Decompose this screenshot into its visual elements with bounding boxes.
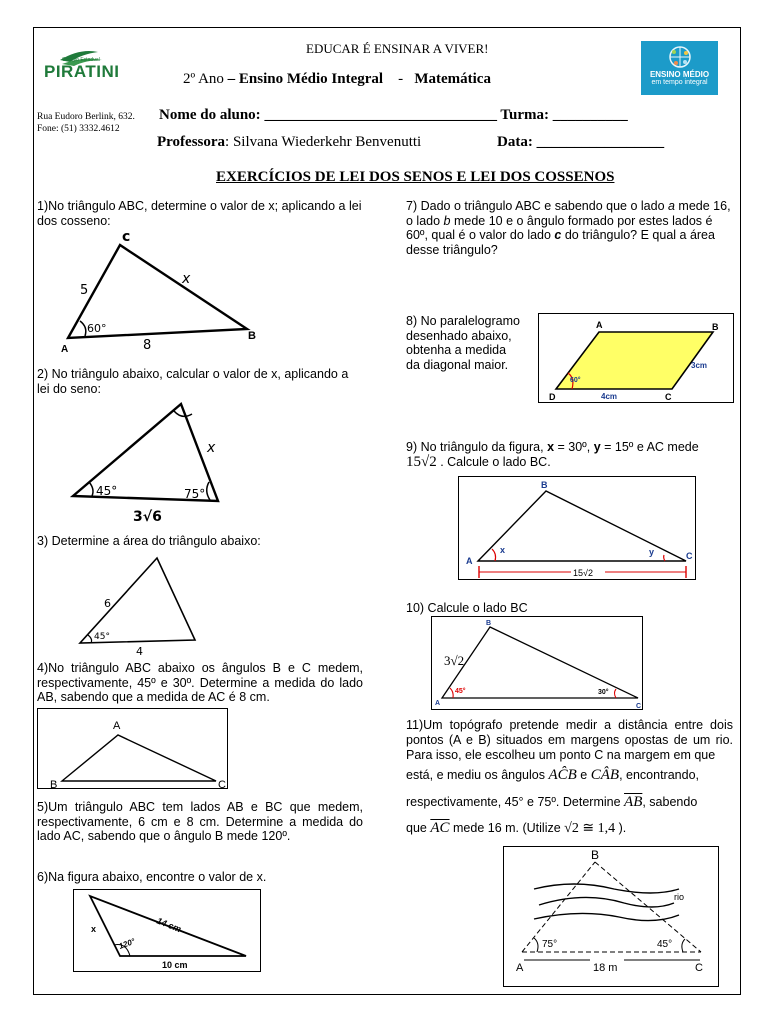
q3-triangle bbox=[80, 558, 195, 643]
q10-arc-c bbox=[615, 689, 617, 698]
q10-angle-1: 45° bbox=[455, 688, 466, 695]
q2-base: 3√6 bbox=[133, 509, 162, 524]
date-blank[interactable]: _________________ bbox=[536, 134, 665, 150]
q9-label-x: x bbox=[500, 545, 506, 555]
q4-box bbox=[37, 708, 228, 789]
date-row bbox=[497, 134, 664, 151]
q6-text: 6)Na figura abaixo, encontre o valor de x. bbox=[37, 870, 267, 884]
q8-text bbox=[406, 314, 520, 372]
q9-triangle bbox=[478, 491, 686, 561]
q9-text: 9) No triângulo da figura, x = 30º, y = 15º e AC mede 15√2 . Calcule o lado BC. bbox=[406, 440, 699, 470]
q11-line2a: está, e mediu os ângulos bbox=[406, 768, 545, 782]
q3-side: 6 bbox=[104, 597, 111, 610]
q11-angle-1: 75° bbox=[542, 939, 558, 950]
q1-text: 1)No triângulo ABC, determine o valor de x; aplicando a lei dos cosseno: bbox=[37, 199, 362, 228]
q11-seg2: $\overline{AC}$ bbox=[430, 820, 450, 836]
q11-line2c: , encontrando, bbox=[619, 768, 699, 782]
q11-river-top bbox=[534, 884, 679, 893]
q8-side: 3cm bbox=[691, 361, 708, 370]
subject: Matemática bbox=[414, 71, 491, 87]
q11-box bbox=[503, 846, 719, 987]
q10-label-b: B bbox=[486, 620, 492, 627]
q11-line3b: , sabendo bbox=[642, 795, 698, 809]
q3-figure bbox=[74, 552, 204, 656]
q2-angle-2: 75° bbox=[184, 487, 206, 501]
q11-label-b: B bbox=[591, 848, 600, 862]
class-blank[interactable]: __________ bbox=[552, 107, 628, 123]
q11-line4a: que bbox=[406, 821, 427, 835]
badge-line2: em tempo integral bbox=[651, 79, 708, 86]
q4-triangle bbox=[62, 735, 216, 781]
motto: EDUCAR É ENSINAR A VIVER! bbox=[306, 41, 489, 56]
q6-box bbox=[73, 889, 261, 972]
q3-base: 4 bbox=[136, 645, 143, 656]
q7-text: 7) Dado o triângulo ABC e sabendo que o lado a mede 16, o lado b mede 10 e o ângulo formado por estes lados é 60º, qual é o valor do lado c do triângulo? E qual a área desse triângulo? bbox=[406, 199, 731, 257]
q1-label-c: c bbox=[122, 229, 131, 245]
q11-label-c: C bbox=[695, 962, 703, 974]
q2-right-arc bbox=[207, 482, 210, 500]
q11-line1: 11)Um topógrafo pretende medir a distância entre dois pontos (A e B) situados em margens opostas de um rio. Para isso, ele escolheu um ponto C na margem em que bbox=[406, 718, 733, 762]
class-label: Turma: bbox=[500, 107, 550, 123]
q5-text: 5)Um triângulo ABC tem lados AB e BC que medem, respectivamente, 6 cm e 8 cm. Determine a medida do lado AC, sabendo que o ângulo B mede 120º. bbox=[37, 800, 363, 844]
q11-text bbox=[406, 718, 733, 762]
q11-line2b: e bbox=[580, 768, 588, 782]
q11-line4b: mede 16 m. (Utilize bbox=[453, 821, 561, 835]
q3-angle-arc bbox=[88, 635, 92, 643]
q9-arc-y bbox=[664, 555, 665, 561]
teacher-name: : Silvana Wiederkehr Benvenutti bbox=[225, 134, 422, 150]
grade: 2º Ano bbox=[183, 71, 224, 87]
q8-label-c: C bbox=[665, 392, 672, 402]
q8-label-a: A bbox=[596, 320, 603, 330]
q11-label-a: A bbox=[516, 962, 524, 974]
q4-figure bbox=[38, 709, 227, 788]
q1-label-a: A bbox=[61, 344, 69, 355]
q8-base: 4cm bbox=[601, 392, 618, 401]
q11-arc-c bbox=[682, 939, 685, 952]
date-label: Data: bbox=[497, 134, 533, 150]
q8-angle: 60° bbox=[570, 377, 581, 384]
q10-label-c: C bbox=[636, 703, 642, 709]
q10-text: 10) Calcule o lado BC bbox=[406, 601, 528, 615]
q1-side-ab: 8 bbox=[143, 338, 152, 353]
q10-triangle bbox=[442, 627, 638, 698]
ensino-medio-badge bbox=[641, 41, 718, 95]
badge-line1: ENSINO MÉDIO bbox=[649, 70, 710, 79]
q2-figure bbox=[66, 396, 241, 524]
q8-figure bbox=[539, 314, 733, 402]
q8-line2: desenhado abaixo, bbox=[406, 328, 512, 343]
q11-angle1: AĈB bbox=[548, 767, 577, 783]
course: Ensino Médio Integral bbox=[238, 71, 384, 87]
q11-arc-a bbox=[534, 938, 538, 952]
student-blank[interactable]: _______________________________ bbox=[264, 107, 497, 123]
q9-label-y: y bbox=[649, 547, 655, 557]
q8-label-b: B bbox=[712, 322, 719, 332]
q9-measure: 15√2 bbox=[573, 568, 593, 578]
q6-figure bbox=[74, 890, 260, 971]
q6-label-x: x bbox=[91, 924, 97, 934]
q11-line3a: respectivamente, 45° e 75º. Determine bbox=[406, 795, 621, 809]
dash2: - bbox=[398, 71, 404, 87]
q11-figure bbox=[504, 847, 718, 986]
q10-label-a: A bbox=[435, 700, 441, 707]
q9-value: 15√2 bbox=[406, 453, 437, 470]
q1-angle: 60° bbox=[87, 322, 107, 335]
phone: Fone: (51) 3332.4612 bbox=[37, 124, 120, 134]
student-row bbox=[159, 107, 628, 124]
q1-side-cb: x bbox=[182, 271, 191, 287]
page-title: EXERCÍCIOS DE LEI DOS SENOS E LEI DOS COSSENOS bbox=[216, 169, 615, 185]
q10-figure bbox=[432, 617, 642, 709]
student-label: Nome do aluno: bbox=[159, 107, 261, 123]
q11-angle-2: 45° bbox=[657, 939, 673, 950]
q6-hyp: 14 cm bbox=[155, 915, 183, 935]
q10-box bbox=[431, 616, 643, 710]
dash1: – bbox=[227, 71, 236, 87]
q2-left-arc bbox=[89, 482, 93, 496]
q10-side: 3√2 bbox=[444, 653, 465, 668]
q9-label-c: C bbox=[686, 551, 693, 561]
q8-line1: 8) No paralelogramo bbox=[406, 314, 520, 328]
q4-label-a: A bbox=[113, 720, 121, 732]
q1-side-ac: 5 bbox=[80, 283, 89, 298]
q2-text: 2) No triângulo abaixo, calcular o valor de x, aplicando a lei do seno: bbox=[37, 367, 349, 396]
q9-arc-x bbox=[492, 549, 496, 561]
q2-angle-1: 45° bbox=[96, 484, 118, 498]
q11-line4 bbox=[406, 821, 733, 837]
q3-text: 3) Determine a área do triângulo abaixo: bbox=[37, 534, 261, 548]
teacher-label: Professora bbox=[157, 134, 226, 150]
q11-seg1: $\overline{AB}$ bbox=[624, 794, 643, 810]
address: Rua Eudoro Berlink, 632. bbox=[37, 112, 135, 122]
school-logo-text: PIRATINI bbox=[44, 62, 120, 81]
q11-side-ab bbox=[522, 862, 595, 952]
q1-label-b: B bbox=[248, 330, 256, 342]
q4-label-b: B bbox=[50, 779, 58, 788]
q9-box bbox=[458, 476, 696, 580]
school-logo-sub: Colégio Estadual bbox=[62, 57, 100, 63]
q10-angle-2: 30° bbox=[598, 689, 609, 696]
globe-icon bbox=[667, 44, 693, 70]
teacher-row bbox=[157, 134, 421, 151]
q8-line4: da diagonal maior. bbox=[406, 357, 509, 372]
q9-label-a: A bbox=[466, 556, 473, 566]
q11-angle2: CÂB bbox=[590, 767, 620, 783]
q6-angle: 120° bbox=[117, 936, 137, 951]
q4-label-c: C bbox=[218, 779, 226, 788]
q8-label-d: D bbox=[549, 392, 556, 402]
course-line bbox=[183, 71, 491, 88]
q3-angle: 45° bbox=[94, 632, 110, 642]
q1-figure bbox=[60, 228, 270, 360]
q8-box bbox=[538, 313, 734, 403]
q11-approx: √2 ≅ 1,4 bbox=[564, 821, 616, 836]
q6-base: 10 cm bbox=[162, 960, 188, 970]
q10-arc-a bbox=[450, 688, 453, 698]
q11-river: rio bbox=[674, 892, 685, 902]
q11-base: 18 m bbox=[593, 962, 618, 974]
q11-line2 bbox=[406, 768, 733, 783]
q9-figure bbox=[459, 477, 695, 579]
q2-label-x: x bbox=[207, 440, 216, 456]
q9-text2: . Calcule o lado BC. bbox=[436, 454, 551, 469]
q11-line4c: ). bbox=[618, 821, 627, 835]
q11-line3 bbox=[406, 795, 733, 810]
q1-angle-arc bbox=[80, 321, 86, 336]
q8-line3: obtenha a medida bbox=[406, 343, 507, 358]
q4-text: 4)No triângulo ABC abaixo os ângulos B e C medem, respectivamente, 45º e 30º. Determine a medida do lado AB, sabendo que a medida de AC é 8 cm. bbox=[37, 661, 363, 705]
q9-label-b: B bbox=[541, 480, 548, 490]
